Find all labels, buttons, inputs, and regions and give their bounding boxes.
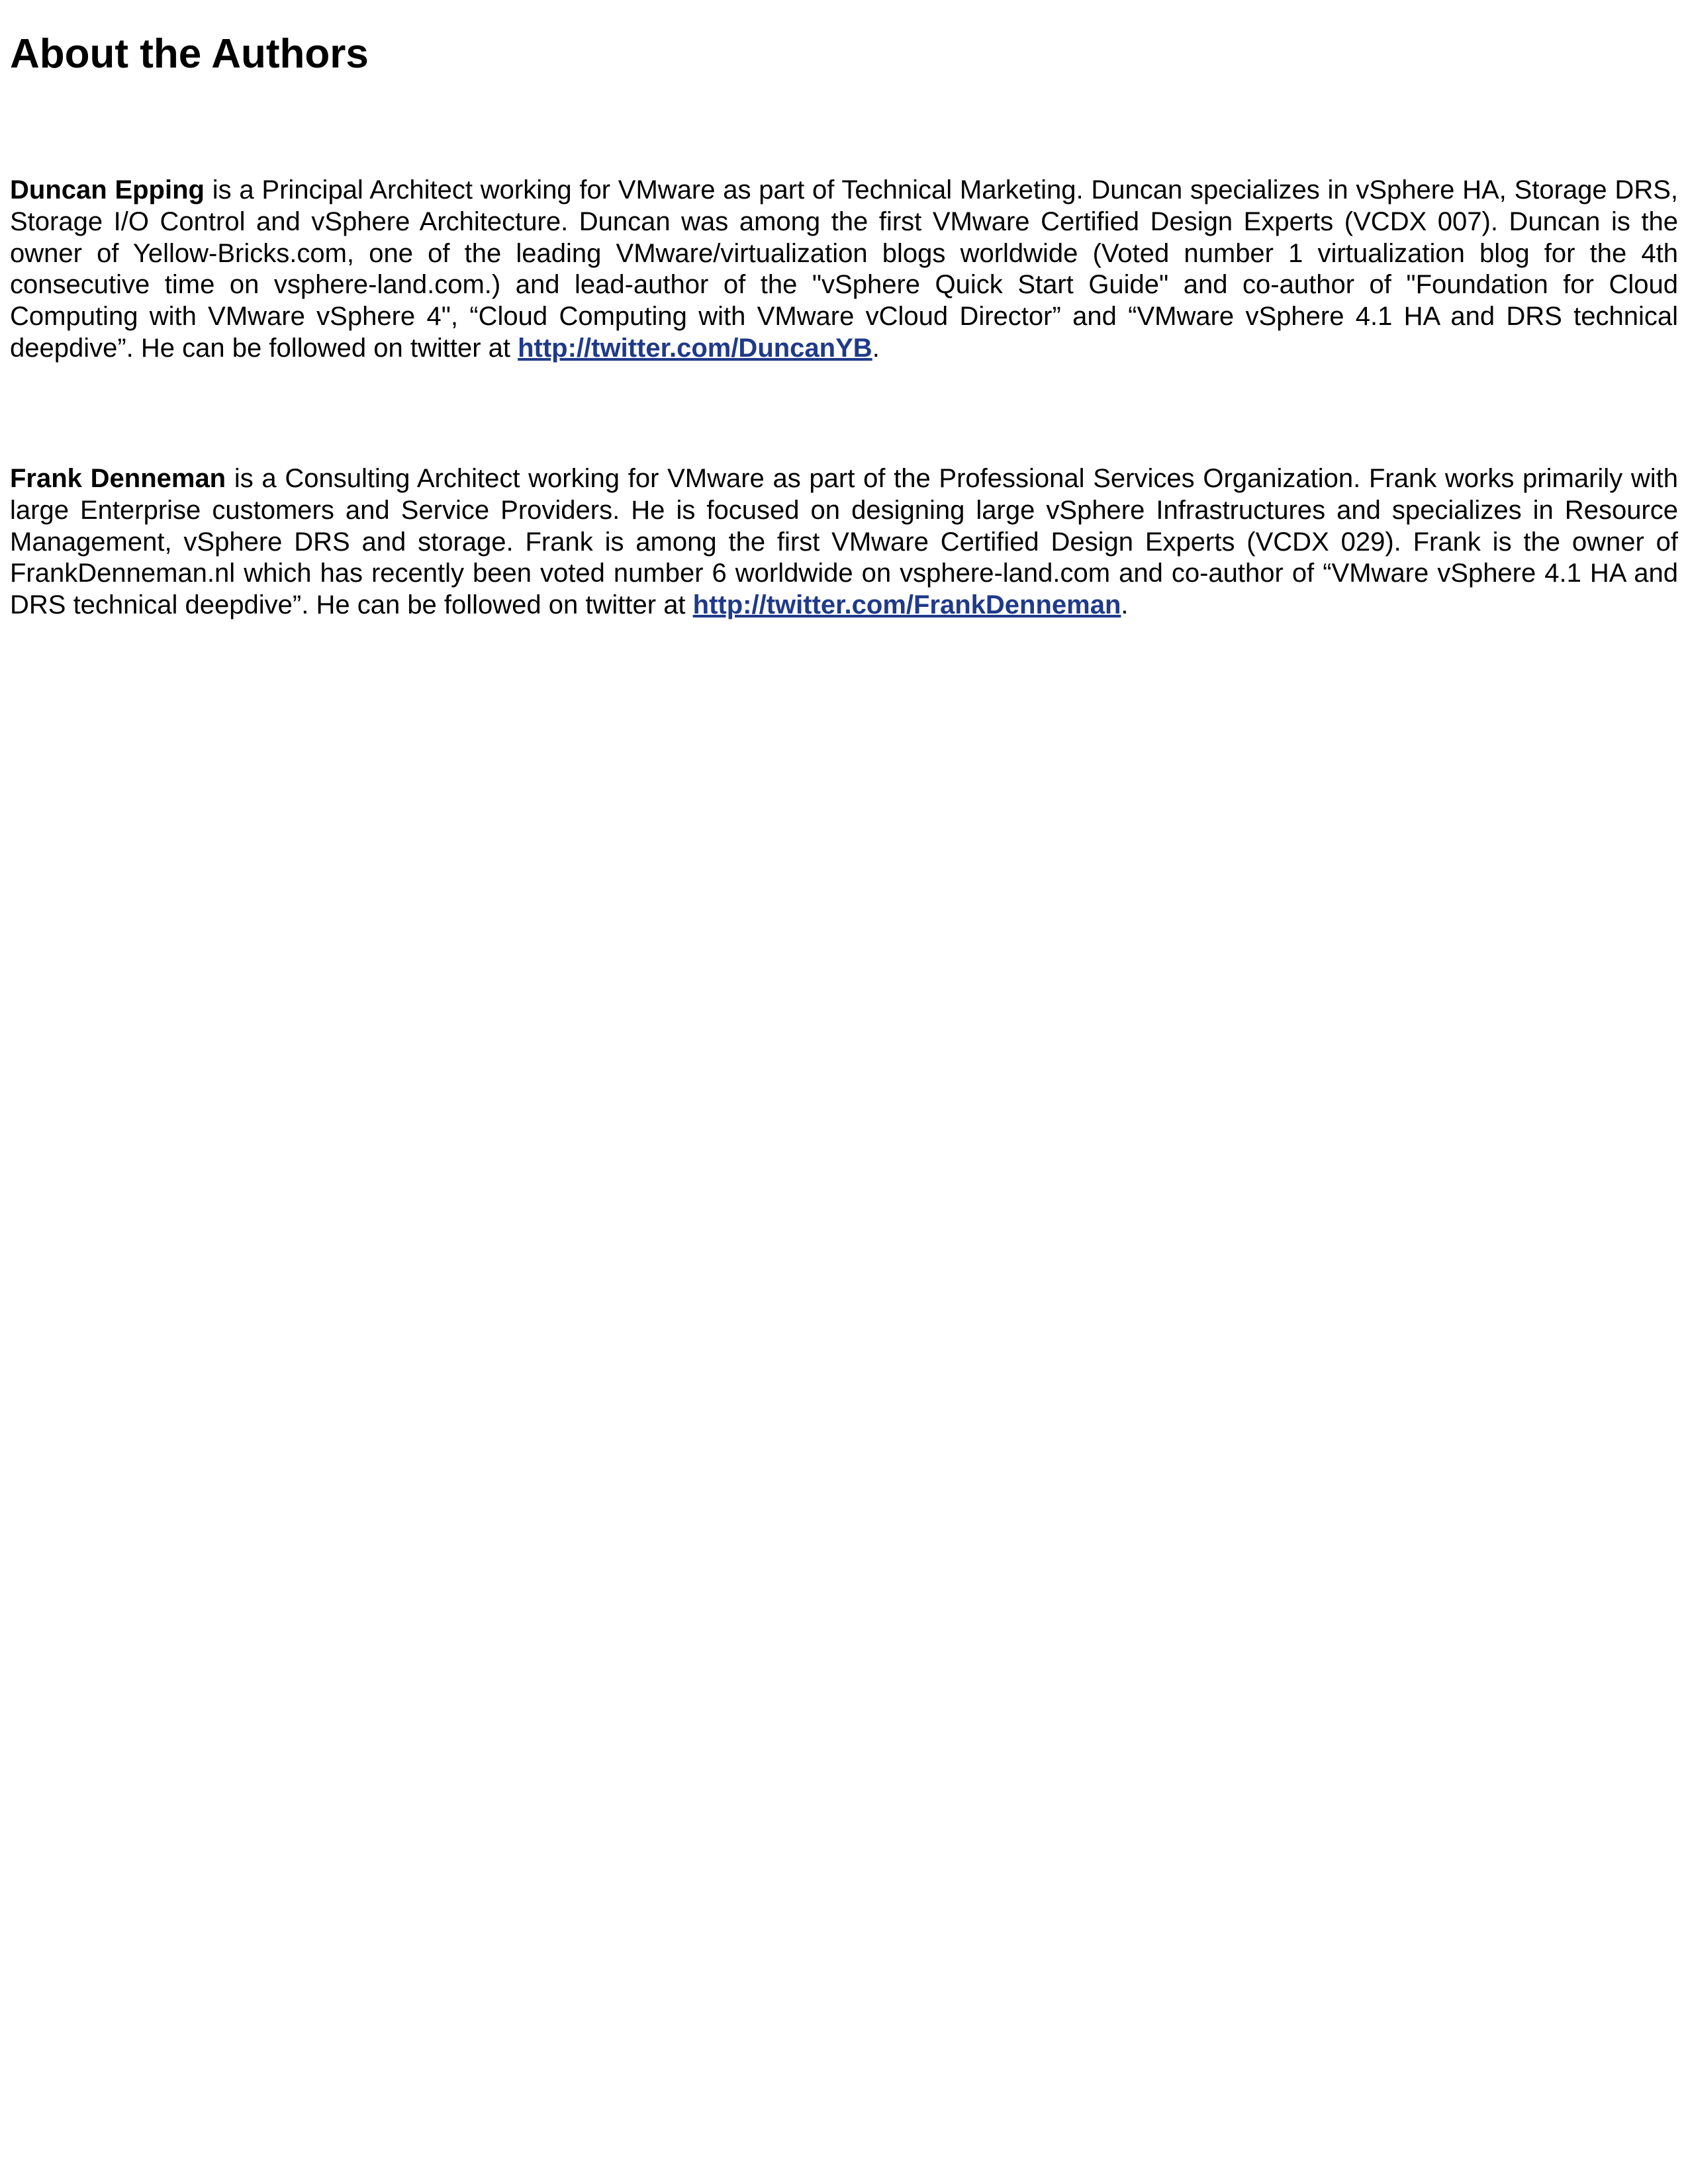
author-name: Duncan Epping [10,175,205,205]
author-bio-text: is a Principal Architect working for VMware as part of Technical Marketing. Duncan specializes in vSphere HA, Storage DRS, Storage I/O Control and vSphere Architecture. Duncan was among the first VMware Certified Design Experts (VCDX 007). Duncan is the owner of Yellow-Bricks.com, one of the leading VMware/virtualization blogs worldwide (Voted number 1 virtualization blog for the 4th consecutive time on vsphere-land.com.) and lead-author of the "vSphere Quick Start Guide" and co-author of "Foundation for Cloud Computing with VMware vSphere 4", “Cloud Computing with VMware vCloud Director” and “VMware vSphere 4.1 HA and DRS technical deepdive”. He can be followed on twitter at [10,175,1678,363]
twitter-link-duncanyb[interactable]: http://twitter.com/DuncanYB [518,333,872,363]
page-title: About the Authors [10,31,369,77]
author-name: Frank Denneman [10,464,226,493]
author-bio-frank-denneman [10,463,1678,621]
author-bio-duncan-epping [10,175,1678,365]
twitter-link-frankdenneman[interactable]: http://twitter.com/FrankDenneman [692,590,1121,620]
bio-end-punctuation: . [872,333,880,363]
bio-end-punctuation: . [1121,590,1129,620]
author-bio-text: is a Consulting Architect working for VMware as part of the Professional Services Organization. Frank works primarily with large Enterprise customers and Service Providers. He is focused on designing large vSphere Infrastructures and specializes in Resource Management, vSphere DRS and storage. Frank is among the first VMware Certified Design Experts (VCDX 029). Frank is the owner of FrankDenneman.nl which has recently been voted number 6 worldwide on vsphere-land.com and co-author of “VMware vSphere 4.1 HA and DRS technical deepdive”. He can be followed on twitter at [10,464,1678,620]
